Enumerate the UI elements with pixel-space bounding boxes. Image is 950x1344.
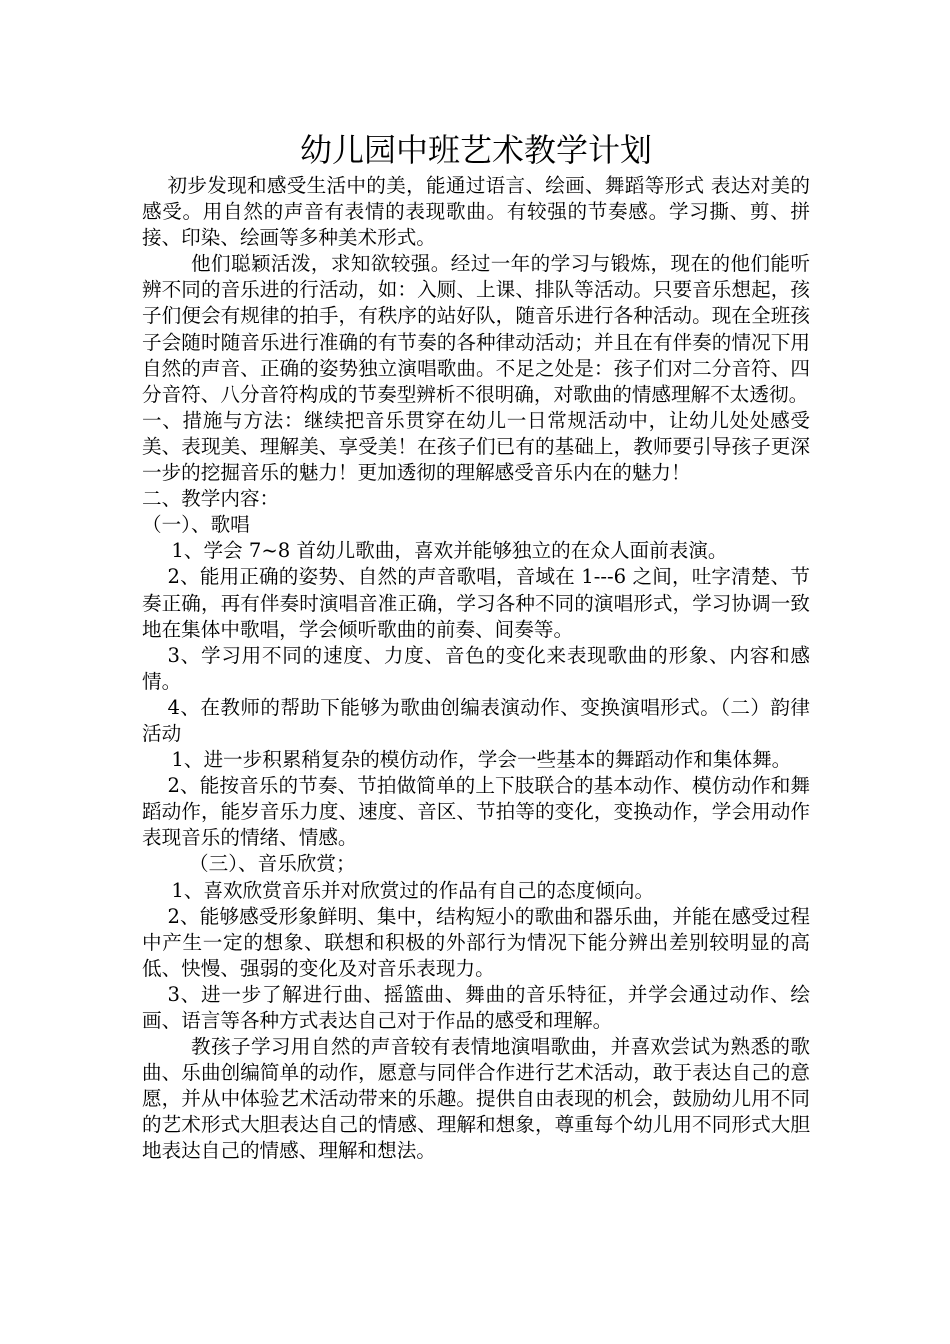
paragraph-measures: 一、措施与方法：继续把音乐贯穿在幼儿一日常规活动中，让幼儿处处感受美、表现美、理解美、享受美！在孩子们已有的基础上，教师要引导孩子更深一步的挖掘音乐的魅力！更加透彻的理解感受音乐内在的魅力！ xyxy=(142,408,810,485)
heading-teaching-content: 二、教学内容： xyxy=(142,487,280,511)
list-item: 2、能用正确的姿势、自然的声音歌唱，音域在 1---6 之间，吐字清楚、节奏正确，再有伴奏时演唱音准正确，学习各种不同的演唱形式，学习协调一致地在集体中歌唱，学会倾听歌曲的前奏、间奏等。 xyxy=(142,565,810,641)
list-item: 4、在教师的帮助下能够为歌曲创编表演动作、变换演唱形式。（二）韵律活动 xyxy=(142,695,810,745)
list-item: 2、能按音乐的节奏、节拍做简单的上下肢联合的基本动作、模仿动作和舞蹈动作，能岁音乐力度、速度、音区、节拍等的变化，变换动作，学会用动作表现音乐的情绪、情感。 xyxy=(142,774,810,850)
paragraph-class-status: 他们聪颖活泼，求知欲较强。经过一年的学习与锻炼，现在的他们能听辨不同的音乐进的行活动，如：入厕、上课、排队等活动。只要音乐想起，孩子们便会有规律的拍手，有秩序的站好队，随音乐进行各种活动。现在全班孩子会随时随音乐进行准确的有节奏的各种律动活动；并且在有伴奏的情况下用自然的声音、正确的姿势独立演唱歌曲。不足之处是：孩子们对二分音符、四分音符、八分音符构成的节奏型辨析不很明确，对歌曲的情感理解不太透彻。 xyxy=(142,252,810,406)
list-item: 1、喜欢欣赏音乐并对欣赏过的作品有自己的态度倾向。 xyxy=(171,878,655,902)
paragraph-closing: 教孩子学习用自然的声音较有表情地演唱歌曲，并喜欢尝试为熟悉的歌曲、乐曲创编简单的动作，愿意与同伴合作进行艺术活动，敢于表达自己的意愿，并从中体验艺术活动带来的乐趣。提供自由表现的机会，鼓励幼儿用不同的艺术形式大胆表达自己的情感、理解和想象，尊重每个幼儿用不同形式大胆地表达自己的情感、理解和想法。 xyxy=(142,1035,810,1163)
document-title: 幼儿园中班艺术教学计划 xyxy=(299,131,652,169)
list-item: 1、学会 7~8 首幼儿歌曲，喜欢并能够独立的在众人面前表演。 xyxy=(171,539,728,563)
heading-music-appreciation: （三）、音乐欣赏； xyxy=(189,852,356,876)
list-item: 2、能够感受形象鲜明、集中，结构短小的歌曲和器乐曲，并能在感受过程中产生一定的想象、联想和积极的外部行为情况下能分辨出差别较明显的高低、快慢、强弱的变化及对音乐表现力。 xyxy=(142,904,810,980)
list-item: 3、进一步了解进行曲、摇篮曲、舞曲的音乐特征，并学会通过动作、绘画、语言等各种方式表达自己对于作品的感受和理解。 xyxy=(142,982,810,1032)
paragraph-intro: 初步发现和感受生活中的美，能通过语言、绘画、舞蹈等形式 表达对美的感受。用自然的声音有表情的表现歌曲。有较强的节奏感。学习撕、剪、拼接、印染、绘画等多种美术形式。 xyxy=(142,174,810,250)
document-page xyxy=(142,128,810,1165)
list-item: 3、学习用不同的速度、力度、音色的变化来表现歌曲的形象、内容和感情。 xyxy=(142,643,810,693)
heading-singing: （一）、歌唱 xyxy=(142,513,250,537)
list-item: 1、进一步积累稍复杂的模仿动作，学会一些基本的舞蹈动作和集体舞。 xyxy=(171,748,792,772)
